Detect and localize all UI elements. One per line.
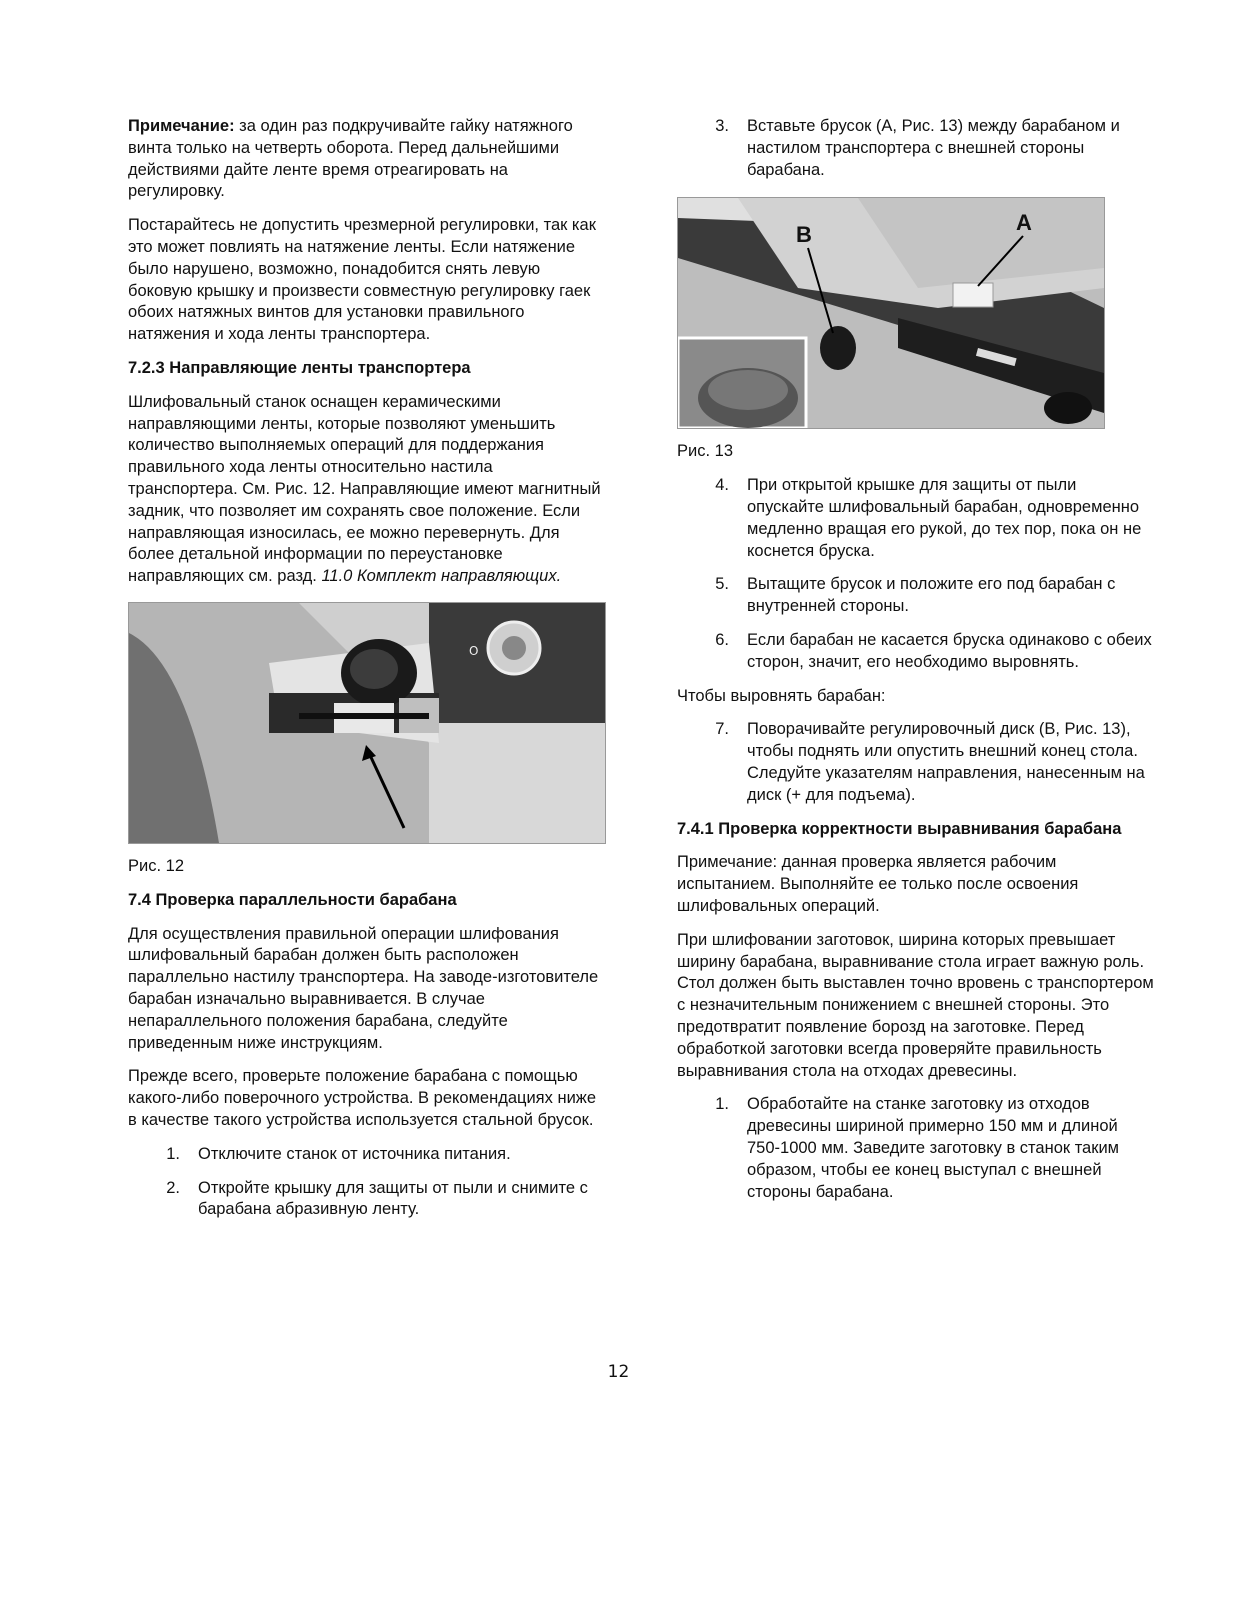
step-number: 3. (715, 117, 729, 135)
figure-12-caption: Рис. 12 (128, 856, 184, 875)
list-item (677, 630, 1155, 674)
paragraph-check-position: Прежде всего, проверьте положение барабана с помощью какого-либо поверочного устройства. В рекомендациях ниже в качестве такого устройства используется стальной брусок. (128, 1067, 596, 1129)
list-item (128, 1178, 606, 1222)
list-item (677, 475, 1155, 562)
paragraph-tension-warning: Постарайтесь не допустить чрезмерной регулировки, так как это может повлиять на натяжение ленты. Если натяжение было нарушено, возможно, понадобится снять левую боковую крышку и произвести совместную регулировку гаек обоих натяжных винтов для установки правильного натяжения и хода ленты транспортера. (128, 216, 596, 344)
heading-7-4-1: 7.4.1 Проверка корректности выравнивания барабана (677, 819, 1122, 838)
heading-7-4: 7.4 Проверка параллельности барабана (128, 890, 457, 909)
step-number: 2. (166, 1178, 180, 1197)
list-item (128, 1144, 606, 1166)
step-text: При открытой крышке для защиты от пыли опускайте шлифовальный барабан, одновременно медленно вращая его рукой, до тех пор, пока он не коснется бруска. (747, 476, 1142, 560)
step-text: Вытащите брусок и положите его под барабан с внутренней стороны. (747, 575, 1116, 616)
step-number: 4. (715, 476, 729, 495)
heading-7-2-3: 7.2.3 Направляющие ленты транспортера (128, 358, 471, 377)
note-label: Примечание: (128, 117, 235, 135)
figure-13-illustration (678, 198, 1104, 428)
step-text: Поворачивайте регулировочный диск (B, Рис. 13), чтобы поднять или опустить внешний конец стола. Следуйте указателям направления, нанесенным на диск (+ для подъема). (747, 720, 1145, 804)
step-number: 7. (715, 720, 729, 739)
svg-text:O: O (469, 643, 479, 658)
step-number: 1. (166, 1144, 180, 1163)
list-item (677, 719, 1155, 806)
figure-12-illustration (129, 603, 605, 843)
list-item (677, 1094, 1155, 1203)
paragraph-drum-parallel: Для осуществления правильной операции шлифования шлифовальный барабан должен быть расположен параллельно настилу транспортера. На заводе-изготовителе барабан изначально выравнивается. В случае непараллельного положения барабана, следуйте приведенным ниже инструкциям. (128, 924, 599, 1052)
right-column (677, 116, 1155, 1215)
step-text: Откройте крышку для защиты от пыли и снимите с барабана абразивную ленту. (198, 1178, 588, 1219)
guides-text: Шлифовальный станок оснащен керамическими направляющими ленты, которые позволяют уменьшить количество выполняемых операций для поддержания правильного хода ленты относительно настила транспортера. См. Рис. 12. Направляющие имеют магнитный задник, что позволяет им сохранять свое положение. Если направляющая износилась, ее можно перевернуть. Для более детальной информации по переустановке направляющих см. разд. (128, 392, 601, 586)
step-number: 6. (715, 630, 729, 649)
step-number: 5. (715, 575, 729, 594)
figure-13-label-a: A (1016, 210, 1032, 236)
list-item (677, 574, 1155, 618)
paragraph-table-alignment: При шлифовании заготовок, ширина которых превышает ширину барабана, выравнивание стола играет важную роль. Стол должен быть выставлен точно вровень с транспортером с незначительным понижением с внешней стороны. Это предотвратит появление борозд на заготовке. Перед обработкой заготовки всегда проверяйте правильность выравнивания стола на отходах древесины. (677, 930, 1154, 1080)
list-item (677, 116, 1155, 181)
paragraph-guides (128, 392, 606, 588)
figure-13-label-b: B (796, 222, 812, 248)
paragraph-test-note: Примечание: данная проверка является рабочим испытанием. Выполняйте ее только после освоения шлифовальных операций. (677, 853, 1079, 915)
left-column (128, 116, 606, 1233)
guides-reference: 11.0 Комплект направляющих. (321, 567, 562, 586)
step-number: 1. (715, 1095, 729, 1114)
note-text: за один раз подкручивайте гайку натяжного винта только на четверть оборота. Перед дальнейшими действиями дайте ленте время отреагировать на регулировку. (128, 117, 573, 201)
step-text: Вставьте брусок (A, Рис. 13) между барабаном и настилом транспортера с внешней стороны барабана. (747, 117, 1120, 179)
note-paragraph (128, 116, 606, 203)
paragraph-align-intro: Чтобы выровнять барабан: (677, 686, 886, 705)
step-text: Обработайте на станке заготовку из отходов древесины шириной примерно 150 мм и длиной 750-1000 мм. Заведите заготовку в станок таким образом, чтобы ее конец выступал с внешней стороны барабана. (747, 1095, 1120, 1201)
figure-12-photo (128, 602, 606, 844)
page-number: 12 (607, 1362, 630, 1382)
figure-13-caption: Рис. 13 (677, 442, 733, 461)
step-text: Если барабан не касается бруска одинаково с обеих сторон, значит, его необходимо выровнять. (747, 630, 1152, 671)
step-text: Отключите станок от источника питания. (198, 1144, 511, 1163)
figure-13-photo (677, 197, 1105, 429)
